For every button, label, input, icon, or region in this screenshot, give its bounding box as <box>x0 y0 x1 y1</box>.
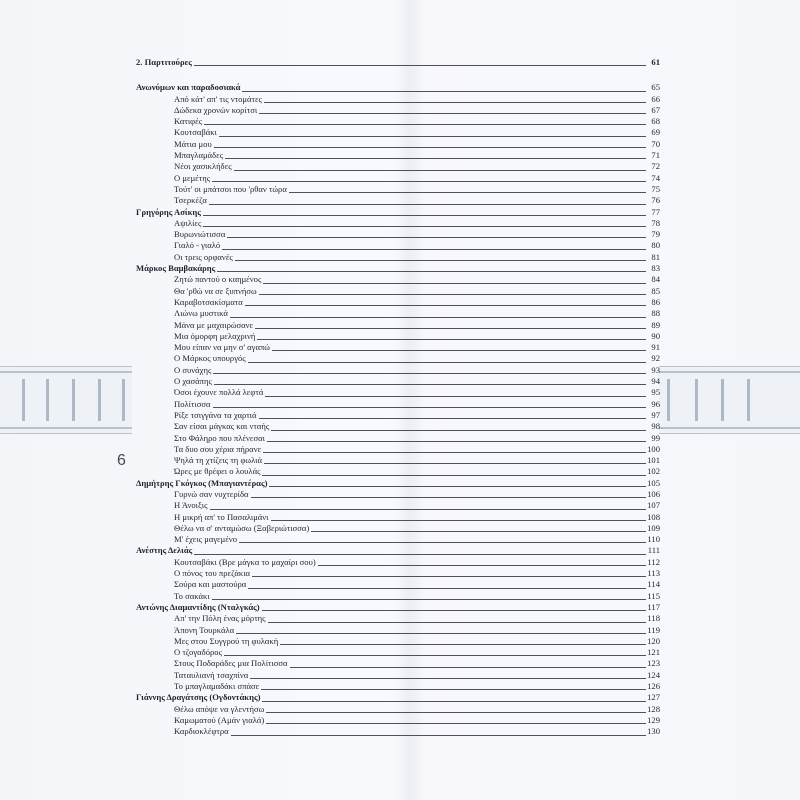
band-bar <box>695 379 698 421</box>
toc-entry-page: 96 <box>651 398 660 409</box>
toc-entry-page: 81 <box>651 251 660 262</box>
toc-section-page: 77 <box>651 206 660 217</box>
toc-entry-page: 93 <box>651 364 660 375</box>
toc-entry-title: Ταταυλιανή τσαχπίνα <box>174 669 249 680</box>
toc-entry-page: 84 <box>651 274 660 285</box>
toc-leader-line <box>224 655 646 656</box>
toc-leader-line <box>225 158 646 159</box>
toc-entry-page: 115 <box>647 590 660 601</box>
toc-entry-page: 76 <box>651 195 660 206</box>
toc-entry-page: 78 <box>651 217 660 228</box>
toc-entry-row <box>136 715 660 726</box>
band-bar <box>98 379 101 421</box>
toc-entry-page: 66 <box>651 93 660 104</box>
toc-entry-page: 121 <box>647 647 660 658</box>
toc-entry-page: 71 <box>651 150 660 161</box>
toc-entry-row <box>136 240 660 251</box>
toc-leader-line <box>262 610 646 611</box>
toc-leader-line <box>259 294 646 295</box>
toc-entry-title: Ο Μάρκος υπουργός <box>174 353 246 364</box>
toc-entry-page: 94 <box>651 376 660 387</box>
toc-entry-page: 119 <box>647 624 660 635</box>
band-bar <box>122 379 125 421</box>
toc-entry-page: 85 <box>651 285 660 296</box>
toc-section-title: Μάρκος Βαμβακάρης <box>136 263 216 274</box>
toc-section-row <box>136 82 660 93</box>
toc-section-title: Δημήτρης Γκόγκος (Μπαγιαντέρας) <box>136 477 268 488</box>
toc-leader-line <box>268 622 646 623</box>
toc-leader-line <box>259 418 646 419</box>
band-bar <box>747 379 750 421</box>
toc-leader-line <box>212 599 646 600</box>
toc-entry-title: Λιώνω μυστικά <box>174 308 228 319</box>
toc-entry-row <box>136 579 660 590</box>
toc-leader-line <box>242 91 646 92</box>
right-decorative-band <box>659 366 800 434</box>
toc-leader-line <box>265 396 646 397</box>
toc-entry-row <box>136 568 660 579</box>
toc-leader-line <box>213 373 646 374</box>
toc-entry-page: 102 <box>647 466 660 477</box>
toc-entry-title: Σαν είσαι μάγκας και νταής <box>174 421 270 432</box>
toc-entry-row <box>136 139 660 150</box>
toc-entry-page: 109 <box>647 522 660 533</box>
toc-entry-row <box>136 658 660 669</box>
toc-entry-row <box>136 173 660 184</box>
toc-entry-row <box>136 252 660 263</box>
toc-entry-page: 129 <box>647 714 660 725</box>
band-rail <box>659 427 800 429</box>
toc-leader-line <box>280 644 646 645</box>
toc-entry-title: Μια όμορφη μελαχρινή <box>174 330 256 341</box>
toc-section-page: 127 <box>647 692 660 703</box>
toc-entry-page: 106 <box>647 488 660 499</box>
toc-entry-row <box>136 161 660 172</box>
toc-leader-line <box>261 689 646 690</box>
toc-entry-row <box>136 534 660 545</box>
toc-entry-title: Το μπαγλαμαδάκι σπάσε <box>174 681 260 692</box>
toc-entry-page: 90 <box>651 330 660 341</box>
toc-entry-title: Γιαλό - γιαλό <box>174 240 221 251</box>
toc-entry-row <box>136 421 660 432</box>
toc-entry-title: Καραβοτσακίσματα <box>174 296 243 307</box>
toc-leader-line <box>290 667 646 668</box>
toc-entry-title: Κουτσαβάκι (Βρε μάγκα το μαχαίρι σου) <box>174 556 316 567</box>
toc-entry-row <box>136 399 660 410</box>
band-rail <box>659 371 800 373</box>
toc-section-title: Γρηγόρης Ασίκης <box>136 206 201 217</box>
toc-leader-line <box>318 565 646 566</box>
toc-section-page: 83 <box>651 263 660 274</box>
toc-entry-row <box>136 308 660 319</box>
toc-entry-title: Ώρες με θρέφει ο λουλάς <box>174 466 261 477</box>
toc-entry-page: 128 <box>647 703 660 714</box>
toc-entry-page: 113 <box>647 568 660 579</box>
toc-entry-row <box>136 365 660 376</box>
toc-entry-title: Τούτ' οι μπάτσοι που 'ρθαν τώρα <box>174 183 287 194</box>
toc-section-row <box>136 263 660 274</box>
toc-entry-row <box>136 433 660 444</box>
toc-leader-line <box>219 136 646 137</box>
toc-section-title: Ανέστης Δελιάς <box>136 545 193 556</box>
toc-entry-title: Γυρνώ σαν νυχτερίδα <box>174 488 249 499</box>
toc-entry-row <box>136 512 660 523</box>
toc-leader-line <box>266 723 646 724</box>
toc-entry-page: 79 <box>651 229 660 240</box>
toc-entry-page: 88 <box>651 308 660 319</box>
toc-leader-line <box>272 350 646 351</box>
toc-entry-row <box>136 297 660 308</box>
toc-entry-title: Μες στου Συγγρού τη φυλακή <box>174 635 279 646</box>
toc-entry-page: 100 <box>647 443 660 454</box>
toc-entry-row <box>136 387 660 398</box>
toc-leader-line <box>245 305 646 306</box>
toc-leader-line <box>267 441 646 442</box>
toc-entry-row <box>136 195 660 206</box>
band-bar <box>72 379 75 421</box>
toc-entry-title: Η μικρή απ' το Πασαλιμάνι <box>174 511 269 522</box>
toc-leader-line <box>255 328 646 329</box>
toc-entry-row <box>136 320 660 331</box>
toc-leader-line <box>263 283 646 284</box>
toc-entry-page: 107 <box>647 500 660 511</box>
toc-entry-title: Τα δυο σου χέρια πήρανε <box>174 443 262 454</box>
toc-entry-title: Μ' έχεις μαγεμένο <box>174 534 238 545</box>
toc-entry-title: Το σακάκι <box>174 590 210 601</box>
toc-entry-title: Ο πόνος του πρεζάκια <box>174 568 251 579</box>
toc-leader-line <box>264 102 646 103</box>
toc-leader-line <box>251 497 646 498</box>
toc-leader-line <box>262 701 646 702</box>
toc-entry-title: Μου είπαν να μην σ' αγαπώ <box>174 342 270 353</box>
toc-leader-line <box>203 226 646 227</box>
toc-section-row <box>136 545 660 556</box>
toc-leader-line <box>271 430 646 431</box>
toc-entry-title: Όσοι έχουνε πολλά λεφτά <box>174 387 264 398</box>
toc-entry-page: 75 <box>651 183 660 194</box>
toc-entry-title: Αψιλίες <box>174 217 202 228</box>
toc-entry-title: Νέοι χασικλήδες <box>174 161 232 172</box>
toc-entry-title: Βυρωνιώτισσα <box>174 229 226 240</box>
band-rail <box>0 371 132 373</box>
toc-section-row <box>136 478 660 489</box>
toc-entry-row <box>136 127 660 138</box>
toc-leader-line <box>210 509 647 510</box>
toc-section-row <box>136 692 660 703</box>
toc-entry-page: 89 <box>651 319 660 330</box>
toc-entry-title: Κουτσαβάκι <box>174 127 217 138</box>
toc-entry-title: Απ' την Πόλη ένας μόρτης <box>174 613 266 624</box>
toc-entry-title: Ο συνάχης <box>174 364 212 375</box>
toc-entry-row <box>136 557 660 568</box>
toc-entry-title: Η Άνοιξις <box>174 500 208 511</box>
toc-entry-title: Ψηλά τη χτίζεις τη φωλιά <box>174 455 262 466</box>
band-bar <box>721 379 724 421</box>
toc-entry-row <box>136 444 660 455</box>
toc-entry-row <box>136 455 660 466</box>
toc-entry-page: 114 <box>647 579 660 590</box>
toc-entry-title: Ζητώ παντού ο καημένος <box>174 274 262 285</box>
toc-entry-row <box>136 286 660 297</box>
toc-entry-title: Στο Φάληρο που πλένεσαι <box>174 432 265 443</box>
toc-entry-page: 110 <box>647 534 660 545</box>
toc-entry-row <box>136 94 660 105</box>
toc-leader-line <box>252 576 646 577</box>
toc-leader-line <box>262 475 646 476</box>
toc-leader-line <box>271 520 647 521</box>
band-bar <box>22 379 25 421</box>
toc-entry-title: Οι τρεις ορφανές <box>174 251 233 262</box>
toc-entry-title: Μπαγλαμάδες <box>174 150 224 161</box>
toc-entry-row <box>136 681 660 692</box>
left-decorative-band <box>0 366 132 434</box>
toc-leader-line <box>264 463 646 464</box>
toc-leader-line <box>214 147 646 148</box>
toc-entry-row <box>136 342 660 353</box>
toc-entry-title: Ο τζογαδόρος <box>174 647 222 658</box>
toc-section-page: 117 <box>647 601 660 612</box>
toc-section-page: 65 <box>651 82 660 93</box>
toc-entry-title: Ο μεμέτης <box>174 172 211 183</box>
table-of-contents <box>136 57 660 738</box>
toc-section-page: 111 <box>647 545 660 556</box>
toc-entry-title: Ρίξε τσιγγάνα τα χαρτιά <box>174 409 257 420</box>
toc-entry-page: 123 <box>647 658 660 669</box>
toc-entry-row <box>136 150 660 161</box>
toc-leader-line <box>266 712 646 713</box>
toc-chapter-page: 61 <box>651 57 660 67</box>
toc-leader-line <box>248 362 646 363</box>
toc-section-title: Γιάννης Δραγάτσης (Ογδοντάκης) <box>136 692 261 703</box>
toc-leader-line <box>204 124 646 125</box>
toc-entry-row <box>136 466 660 477</box>
toc-entry-title: Από κάτ' απ' τις ντομάτες <box>174 93 262 104</box>
toc-entry-row <box>136 229 660 240</box>
toc-entry-page: 120 <box>647 635 660 646</box>
toc-entry-page: 126 <box>647 681 660 692</box>
toc-entry-title: Σούρα και μαστούρα <box>174 579 247 590</box>
toc-leader-line <box>263 452 646 453</box>
toc-entry-title: Τσερκέζα <box>174 195 207 206</box>
toc-section-row <box>136 207 660 218</box>
toc-entry-page: 72 <box>651 161 660 172</box>
toc-leader-line <box>209 204 646 205</box>
toc-leader-line <box>311 531 646 532</box>
toc-entry-page: 99 <box>651 432 660 443</box>
toc-leader-line <box>259 113 646 114</box>
toc-entry-page: 118 <box>647 613 660 624</box>
toc-entry-row <box>136 353 660 364</box>
toc-section-title: Ανωνύμων και παραδοσιακά <box>136 82 241 93</box>
toc-entry-page: 69 <box>651 127 660 138</box>
toc-entry-row <box>136 218 660 229</box>
toc-entry-row <box>136 636 660 647</box>
toc-entry-row <box>136 105 660 116</box>
toc-leader-line <box>269 486 646 487</box>
toc-entry-row <box>136 647 660 658</box>
toc-entry-row <box>136 410 660 421</box>
toc-entry-title: Θα 'ρθώ να σε ξυπνήσω <box>174 285 257 296</box>
toc-leader-line <box>214 384 646 385</box>
toc-leader-line <box>212 181 646 182</box>
toc-entry-title: Κατιφές <box>174 116 203 127</box>
toc-entry-row <box>136 376 660 387</box>
toc-entry-page: 92 <box>651 353 660 364</box>
toc-entry-row <box>136 331 660 342</box>
toc-section-row <box>136 602 660 613</box>
toc-leader-line <box>250 678 646 679</box>
toc-chapter-row <box>136 57 660 68</box>
toc-entry-page: 67 <box>651 104 660 115</box>
band-bar <box>667 379 670 421</box>
toc-spacer <box>136 68 660 82</box>
toc-entry-row <box>136 116 660 127</box>
toc-entry-row <box>136 670 660 681</box>
toc-entry-row <box>136 274 660 285</box>
toc-entry-title: Θέλω να σ' ανταμώσω (Ξαβεριώτισσα) <box>174 522 310 533</box>
toc-section-title: Αντώνης Διαμαντίδης (Νταλγκάς) <box>136 601 260 612</box>
toc-leader-line <box>248 588 646 589</box>
toc-entry-row <box>136 184 660 195</box>
toc-leader-line <box>217 271 646 272</box>
toc-entry-page: 97 <box>651 409 660 420</box>
toc-entry-page: 98 <box>651 421 660 432</box>
toc-entry-title: Άπονη Τουρκάλα <box>174 624 235 635</box>
toc-leader-line <box>213 407 646 408</box>
toc-entry-page: 112 <box>647 556 660 567</box>
toc-entry-page: 86 <box>651 296 660 307</box>
toc-entry-page: 124 <box>647 669 660 680</box>
toc-leader-line <box>239 542 646 543</box>
toc-leader-line <box>227 237 646 238</box>
toc-leader-line <box>289 192 646 193</box>
toc-leader-line <box>235 260 646 261</box>
toc-entry-title: Δώδεκα χρονών κορίτσι <box>174 104 258 115</box>
toc-entry-row <box>136 591 660 602</box>
toc-entry-page: 70 <box>651 138 660 149</box>
toc-entry-page: 80 <box>651 240 660 251</box>
toc-leader-line <box>194 554 646 555</box>
toc-entry-title: Πολίτισσα <box>174 398 211 409</box>
toc-leader-line <box>234 170 646 171</box>
toc-entry-row <box>136 613 660 624</box>
toc-entry-row <box>136 489 660 500</box>
toc-entry-page: 95 <box>651 387 660 398</box>
toc-entry-title: Ο χασάπης <box>174 376 212 387</box>
toc-leader-line <box>230 317 646 318</box>
toc-entry-page: 74 <box>651 172 660 183</box>
toc-entry-page: 68 <box>651 116 660 127</box>
toc-section-page: 105 <box>647 477 660 488</box>
toc-leader-line <box>236 633 646 634</box>
band-rail <box>0 427 132 429</box>
toc-leader-line <box>222 249 646 250</box>
toc-entry-page: 108 <box>647 511 660 522</box>
toc-entry-title: Θέλω απόψε να γλεντήσω <box>174 703 265 714</box>
toc-entry-row <box>136 523 660 534</box>
toc-entry-page: 91 <box>651 342 660 353</box>
toc-entry-page: 130 <box>647 726 660 737</box>
toc-entry-page: 101 <box>647 455 660 466</box>
toc-entry-row <box>136 726 660 737</box>
toc-leader-line <box>203 215 646 216</box>
toc-entry-title: Καρδιοκλέφτρα <box>174 726 229 737</box>
toc-entry-row <box>136 625 660 636</box>
toc-leader-line <box>194 65 646 66</box>
toc-entry-title: Στους Ποδαράδες μια Πολίτισσα <box>174 658 288 669</box>
toc-entry-row <box>136 704 660 715</box>
page-number: 6 <box>117 452 126 469</box>
toc-leader-line <box>231 735 646 736</box>
toc-entry-title: Καμωματού (Αμάν γιαλά) <box>174 714 265 725</box>
toc-entry-title: Μάνα με μαχαιρώσανε <box>174 319 254 330</box>
toc-entry-title: Μάτια μου <box>174 138 212 149</box>
band-bar <box>46 379 49 421</box>
toc-chapter-title: 2. Παρτιτούρες <box>136 57 192 67</box>
toc-entry-row <box>136 500 660 511</box>
toc-leader-line <box>257 339 646 340</box>
